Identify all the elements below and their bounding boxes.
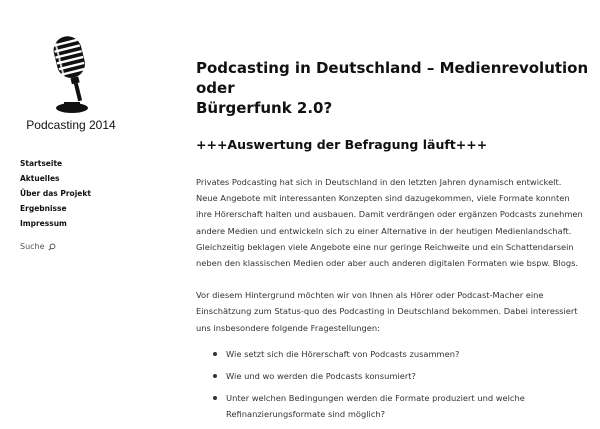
nav-item-startseite[interactable]: Startseite <box>20 159 63 168</box>
text-line: ihre Hörerschaft halten und ausbauen. Damit verdrängen oder ergänzen Podcasts zunehmen <box>196 209 583 220</box>
main-content <box>196 58 596 429</box>
bullet-icon <box>213 352 217 356</box>
search-toggle[interactable] <box>20 242 56 251</box>
text-line: Gleichzeitig beklagen viele Angebote eine nur geringe Reichweite und ein Schattendarsein <box>196 241 574 252</box>
list-item <box>196 368 596 384</box>
main-navigation <box>20 156 91 231</box>
text-line: neben den klassischen Medien oder aber auch anderen digitalen Formaten wie bspw. Blogs. <box>196 258 579 269</box>
site-title[interactable]: Podcasting 2014 <box>26 118 116 132</box>
text-line: Neue Angebote mit interessanten Konzepten sind dazugekommen, viele Formate konnten <box>196 193 570 204</box>
list-item-text: Unter welchen Bedingungen werden die Formate produziert und welche <box>226 393 525 404</box>
subheading: +++Auswertung der Befragung läuft+++ <box>196 137 488 152</box>
microphone-icon <box>42 30 98 118</box>
text-line: andere Medien und entwickeln sich zu einer Alternative in der heutigen Medienlandschaft. <box>196 225 572 236</box>
text-line: uns insbesondere folgende Fragestellungen: <box>196 322 380 333</box>
list-item-text: Wie und wo werden die Podcasts konsumiert? <box>226 371 416 382</box>
bullet-icon <box>213 374 217 378</box>
sidebar <box>0 0 180 400</box>
page-title-line: Bürgerfunk 2.0? <box>196 99 333 117</box>
nav-item-ergebnisse[interactable]: Ergebnisse <box>20 204 67 213</box>
text-line: Vor diesem Hintergrund möchten wir von Ihnen als Hörer oder Podcast-Macher eine <box>196 290 544 301</box>
text-line: Privates Podcasting hat sich in Deutschland in den letzten Jahren dynamisch entwickelt. <box>196 177 562 187</box>
nav-item-aktuelles[interactable]: Aktuelles <box>20 174 60 183</box>
nav-item-impressum[interactable]: Impressum <box>20 219 67 228</box>
nav-item-ueber-das-projekt[interactable]: Über das Projekt <box>20 189 91 198</box>
list-item <box>196 346 596 362</box>
search-icon <box>48 243 56 251</box>
context-paragraph <box>196 287 596 336</box>
list-item <box>196 390 596 422</box>
list-item-text: Refinanzierungsformate sind möglich? <box>226 409 386 420</box>
page-title <box>196 58 596 118</box>
intro-paragraph <box>196 174 596 271</box>
question-list <box>196 346 596 423</box>
search-label: Suche <box>20 242 45 251</box>
page-title-line: Podcasting in Deutschland – Medienrevolution oder <box>196 59 589 97</box>
text-line: Einschätzung zum Status-quo des Podcasting in Deutschland bekommen. Dabei interessiert <box>196 306 578 317</box>
list-item-text: Wie setzt sich die Hörerschaft von Podcasts zusammen? <box>226 348 460 359</box>
